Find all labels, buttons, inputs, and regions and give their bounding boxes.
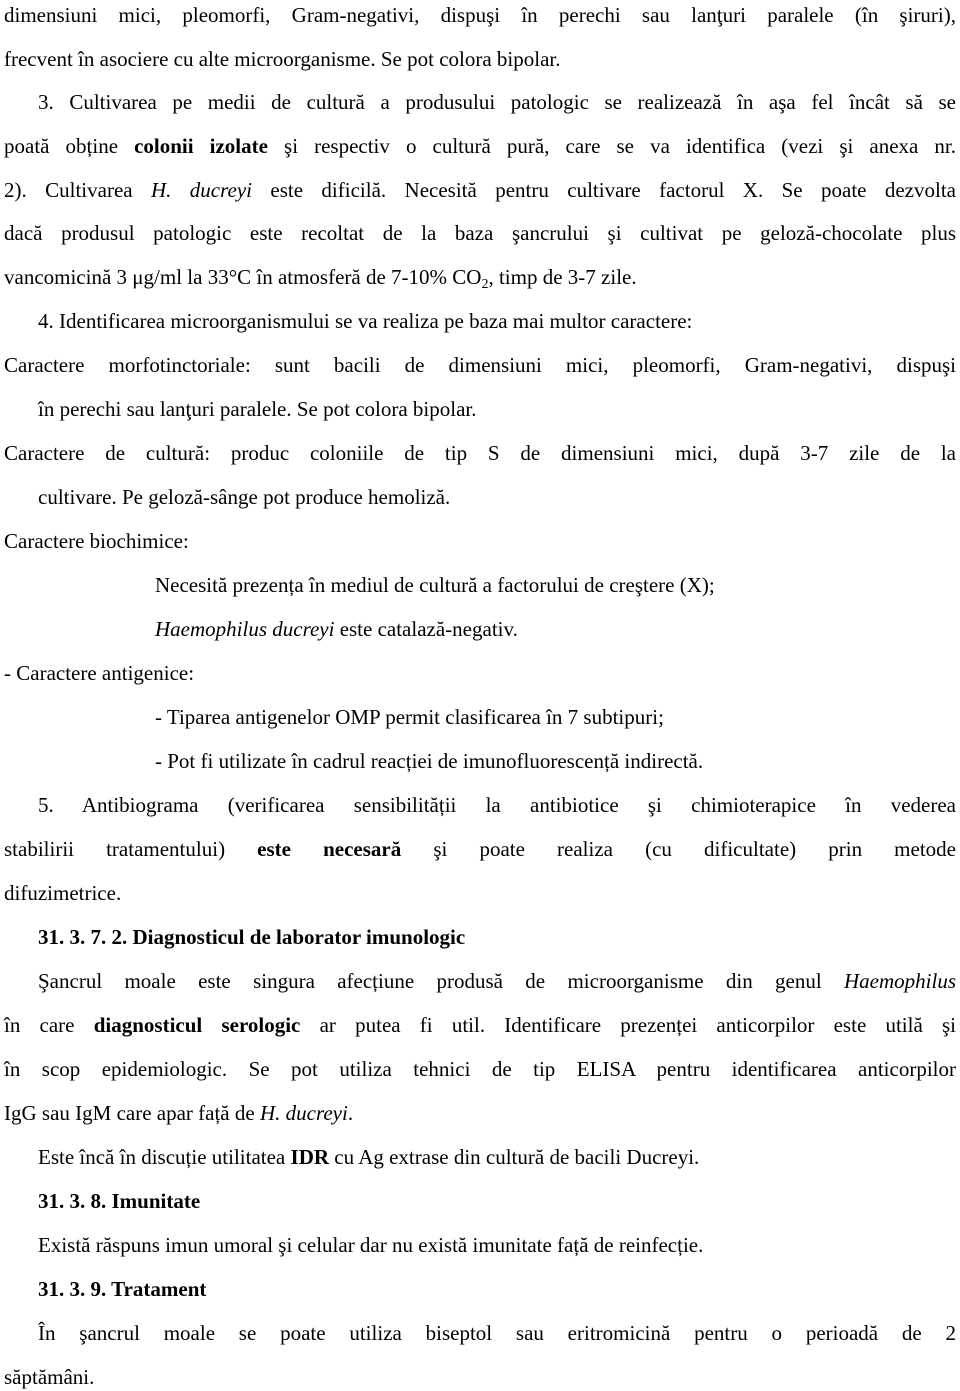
- section-heading: 31. 3. 8. Imunitate: [38, 1189, 201, 1213]
- text-line: [4, 178, 956, 202]
- text-line: [4, 265, 637, 292]
- text-line: Caractere de cultură: produc coloniile de tip S de dimensiuni mici, după 3-7 zile de la: [4, 441, 956, 465]
- text-line: [4, 837, 956, 861]
- text-line: săptămâni.: [4, 1365, 95, 1389]
- text-span: vancomicină 3 μg/ml la 33°C în atmosferă de 7-10% CO: [4, 265, 482, 289]
- text-line: 5. Antibiograma (verificarea sensibilității la antibiotice şi chimioterapice în vederea: [38, 793, 956, 817]
- text-line: în scop epidemiologic. Se pot utiliza tehnici de tip ELISA pentru identificarea anticorpilor: [4, 1057, 956, 1081]
- text-span: poată obține: [4, 134, 135, 158]
- text-line: [38, 1145, 699, 1169]
- italic-term: H. ducreyi: [151, 178, 252, 202]
- text-span: 3. Cultivarea pe medii de cultură a produsului patologic se realizează în aşa fel încât să se: [38, 90, 956, 114]
- text-line: Necesită prezența în mediul de cultură a factorului de creştere (X);: [155, 573, 715, 597]
- text-line: - Pot fi utilizate în cadrul reacției de imunofluorescență indirectă.: [155, 749, 704, 773]
- text-line: [155, 617, 518, 641]
- text-line: - Caractere antigenice:: [4, 661, 195, 685]
- text-line: difuzimetrice.: [4, 881, 122, 905]
- text-line: Există răspuns imun umoral şi celular dar nu există imunitate față de reinfecție.: [38, 1233, 704, 1257]
- bold-term: IDR: [290, 1145, 330, 1169]
- text-span: stabilirii tratamentului): [4, 837, 258, 861]
- text-span: şi poate realiza (cu dificultate) prin metode: [401, 837, 956, 861]
- text-span: ar putea fi util. Identificare prezenței anticorpilor este utilă şi: [300, 1013, 957, 1037]
- text-line: cultivare. Pe geloză-sânge pot produce hemoliză.: [38, 485, 451, 509]
- italic-term: H. ducreyi: [259, 1101, 348, 1125]
- text-line: [38, 90, 956, 114]
- italic-term: Haemophilus: [844, 969, 956, 993]
- bold-term: colonii izolate: [134, 134, 268, 158]
- text-line: - Tiparea antigenelor OMP permit clasificarea în 7 subtipuri;: [155, 705, 664, 729]
- text-line: dimensiuni mici, pleomorfi, Gram-negativi, dispuşi în perechi sau lanţuri paralele (în şiruri),: [4, 3, 956, 27]
- text-span: şi respectiv o cultură pură, care se va identifica (vezi şi anexa nr.: [267, 134, 957, 158]
- text-span: Şancrul moale este singura afecțiune produsă de microorganisme din genul: [38, 969, 844, 993]
- bold-term: diagnosticul serologic: [93, 1013, 301, 1037]
- text-line: În şancrul moale se poate utiliza biseptol sau eritromicină pentru o perioadă de 2: [38, 1321, 956, 1345]
- text-line: în perechi sau lanţuri paralele. Se pot colora bipolar.: [38, 397, 477, 421]
- text-line: Caractere morfotinctoriale: sunt bacili de dimensiuni mici, pleomorfi, Gram-negativi, dispuşi: [4, 353, 956, 377]
- text-span: 2). Cultivarea: [4, 178, 151, 202]
- text-line: [38, 969, 956, 993]
- text-line: frecvent în asociere cu alte microorganisme. Se pot colora bipolar.: [4, 47, 561, 71]
- section-heading: 31. 3. 7. 2. Diagnosticul de laborator imunologic: [38, 925, 466, 949]
- text-span: IgG sau IgM care apar față de: [4, 1101, 260, 1125]
- subscript: 2: [481, 277, 489, 292]
- text-span: cu Ag extrase din cultură de bacili Ducreyi.: [329, 1145, 700, 1169]
- text-line: dacă produsul patologic este recoltat de la baza şancrului şi cultivat pe geloză-chocolate plus: [4, 221, 956, 245]
- text-line: Caractere biochimice:: [4, 529, 189, 553]
- text-span: , timp de 3-7 zile.: [488, 265, 637, 289]
- italic-term: Haemophilus ducreyi: [155, 617, 335, 641]
- text-line: [4, 134, 956, 158]
- text-span: este catalază-negativ.: [334, 617, 518, 641]
- text-line: 4. Identificarea microorganismului se va realiza pe baza mai multor caractere:: [38, 309, 693, 333]
- text-span: .: [347, 1101, 354, 1125]
- text-line: [4, 1013, 956, 1037]
- section-heading: 31. 3. 9. Tratament: [38, 1277, 207, 1301]
- bold-term: este necesară: [257, 837, 402, 861]
- text-span: în care: [4, 1013, 94, 1037]
- text-span: este dificilă. Necesită pentru cultivare factorul X. Se poate dezvolta: [252, 178, 956, 202]
- text-span: Este încă în discuție utilitatea: [38, 1145, 291, 1169]
- text-line: [4, 1101, 353, 1125]
